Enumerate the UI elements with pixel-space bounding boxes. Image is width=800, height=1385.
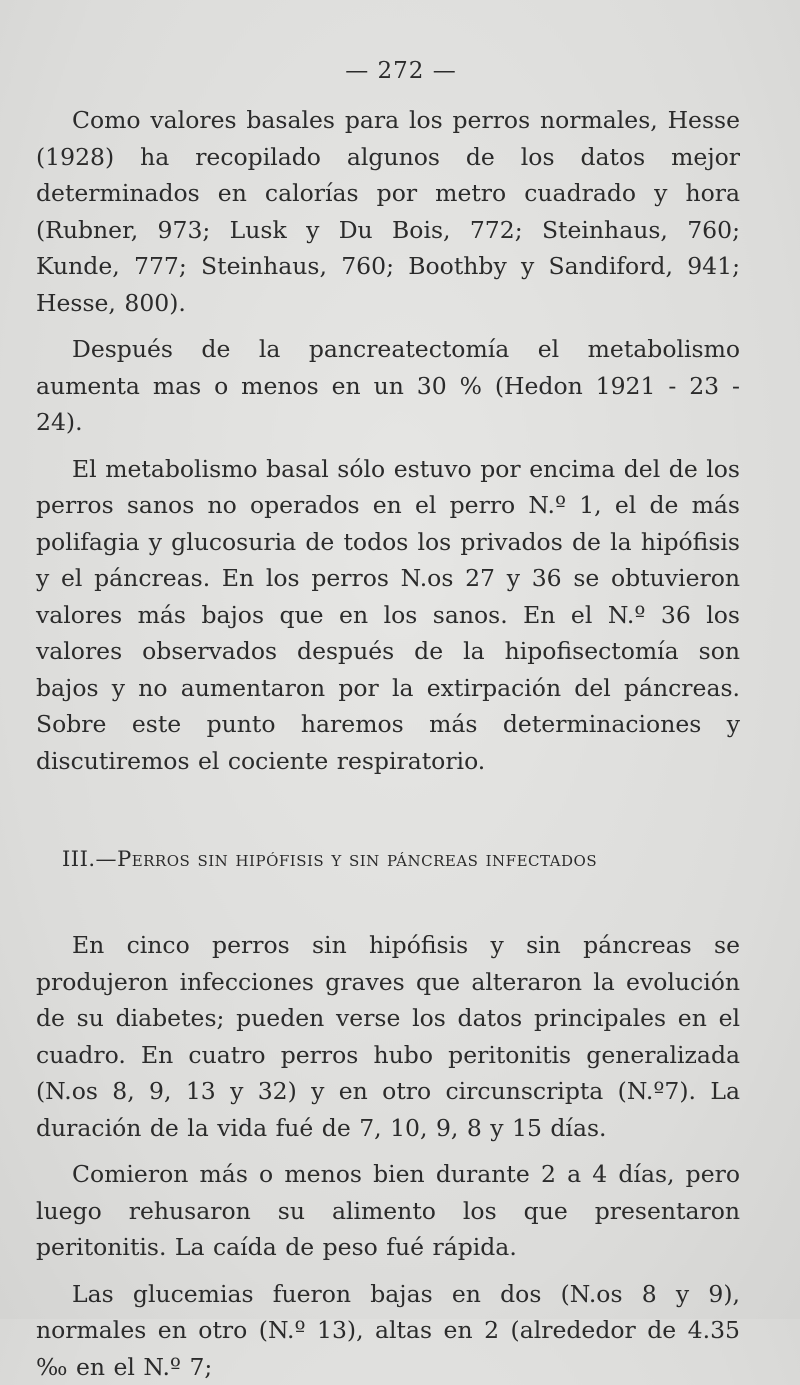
paragraph-basal-values: Como valores basales para los perros normales, Hesse (1928) ha recopilado algunos de los datos mejor determinados en calorías por metro cuadrado y hora (Rubner, 973; Lusk y Du Bois, 772; Steinhaus, 760; Kunde, 777; Steinhaus, 760; Boothby y Sandiford, 941; Hesse, 800). [36, 102, 740, 321]
page-number: — 272 — [36, 58, 740, 84]
paragraph-pancreatectomy: Después de la pancreatectomía el metabolismo aumenta mas o menos en un 30 % (Hedon 1921 - 23 - 24). [36, 331, 740, 441]
paragraph-infections: En cinco perros sin hipófisis y sin páncreas se produjeron infecciones graves que alteraron la evolución de su diabetes; pueden verse los datos principales en el cuadro. En cuatro perros hubo peritonitis generalizada (N.os 8, 9, 13 y 32) y en otro circunscripta (N.º7). La duración de la vida fué de 7, 10, 9, 8 y 15 días. [36, 927, 740, 1146]
section-heading [36, 847, 740, 871]
section-numeral: III.— [62, 847, 117, 871]
paragraph-feeding: Comieron más o menos bien durante 2 a 4 días, pero luego rehusaron su alimento los que presentaron peritonitis. La caída de peso fué rápida. [36, 1156, 740, 1266]
section-title: Perros sin hipófisis y sin páncreas infectados [117, 847, 597, 871]
paragraph-glycemia: Las glucemias fueron bajas en dos (N.os 8 y 9), normales en otro (N.º 13), altas en 2 (alrededor de 4.35 ‰ en el N.º 7; [36, 1276, 740, 1385]
paragraph-basal-metabolism: El metabolismo basal sólo estuvo por encima del de los perros sanos no operados en el perro N.º 1, el de más polifagia y glucosuria de todos los privados de la hipófisis y el páncreas. En los perros N.os 27 y 36 se obtuvieron valores más bajos que en los sanos. En el N.º 36 los valores observados después de la hipofisectomía son bajos y no aumentaron por la extirpación del páncreas. Sobre este punto haremos más determinaciones y discutiremos el cociente respiratorio. [36, 451, 740, 780]
